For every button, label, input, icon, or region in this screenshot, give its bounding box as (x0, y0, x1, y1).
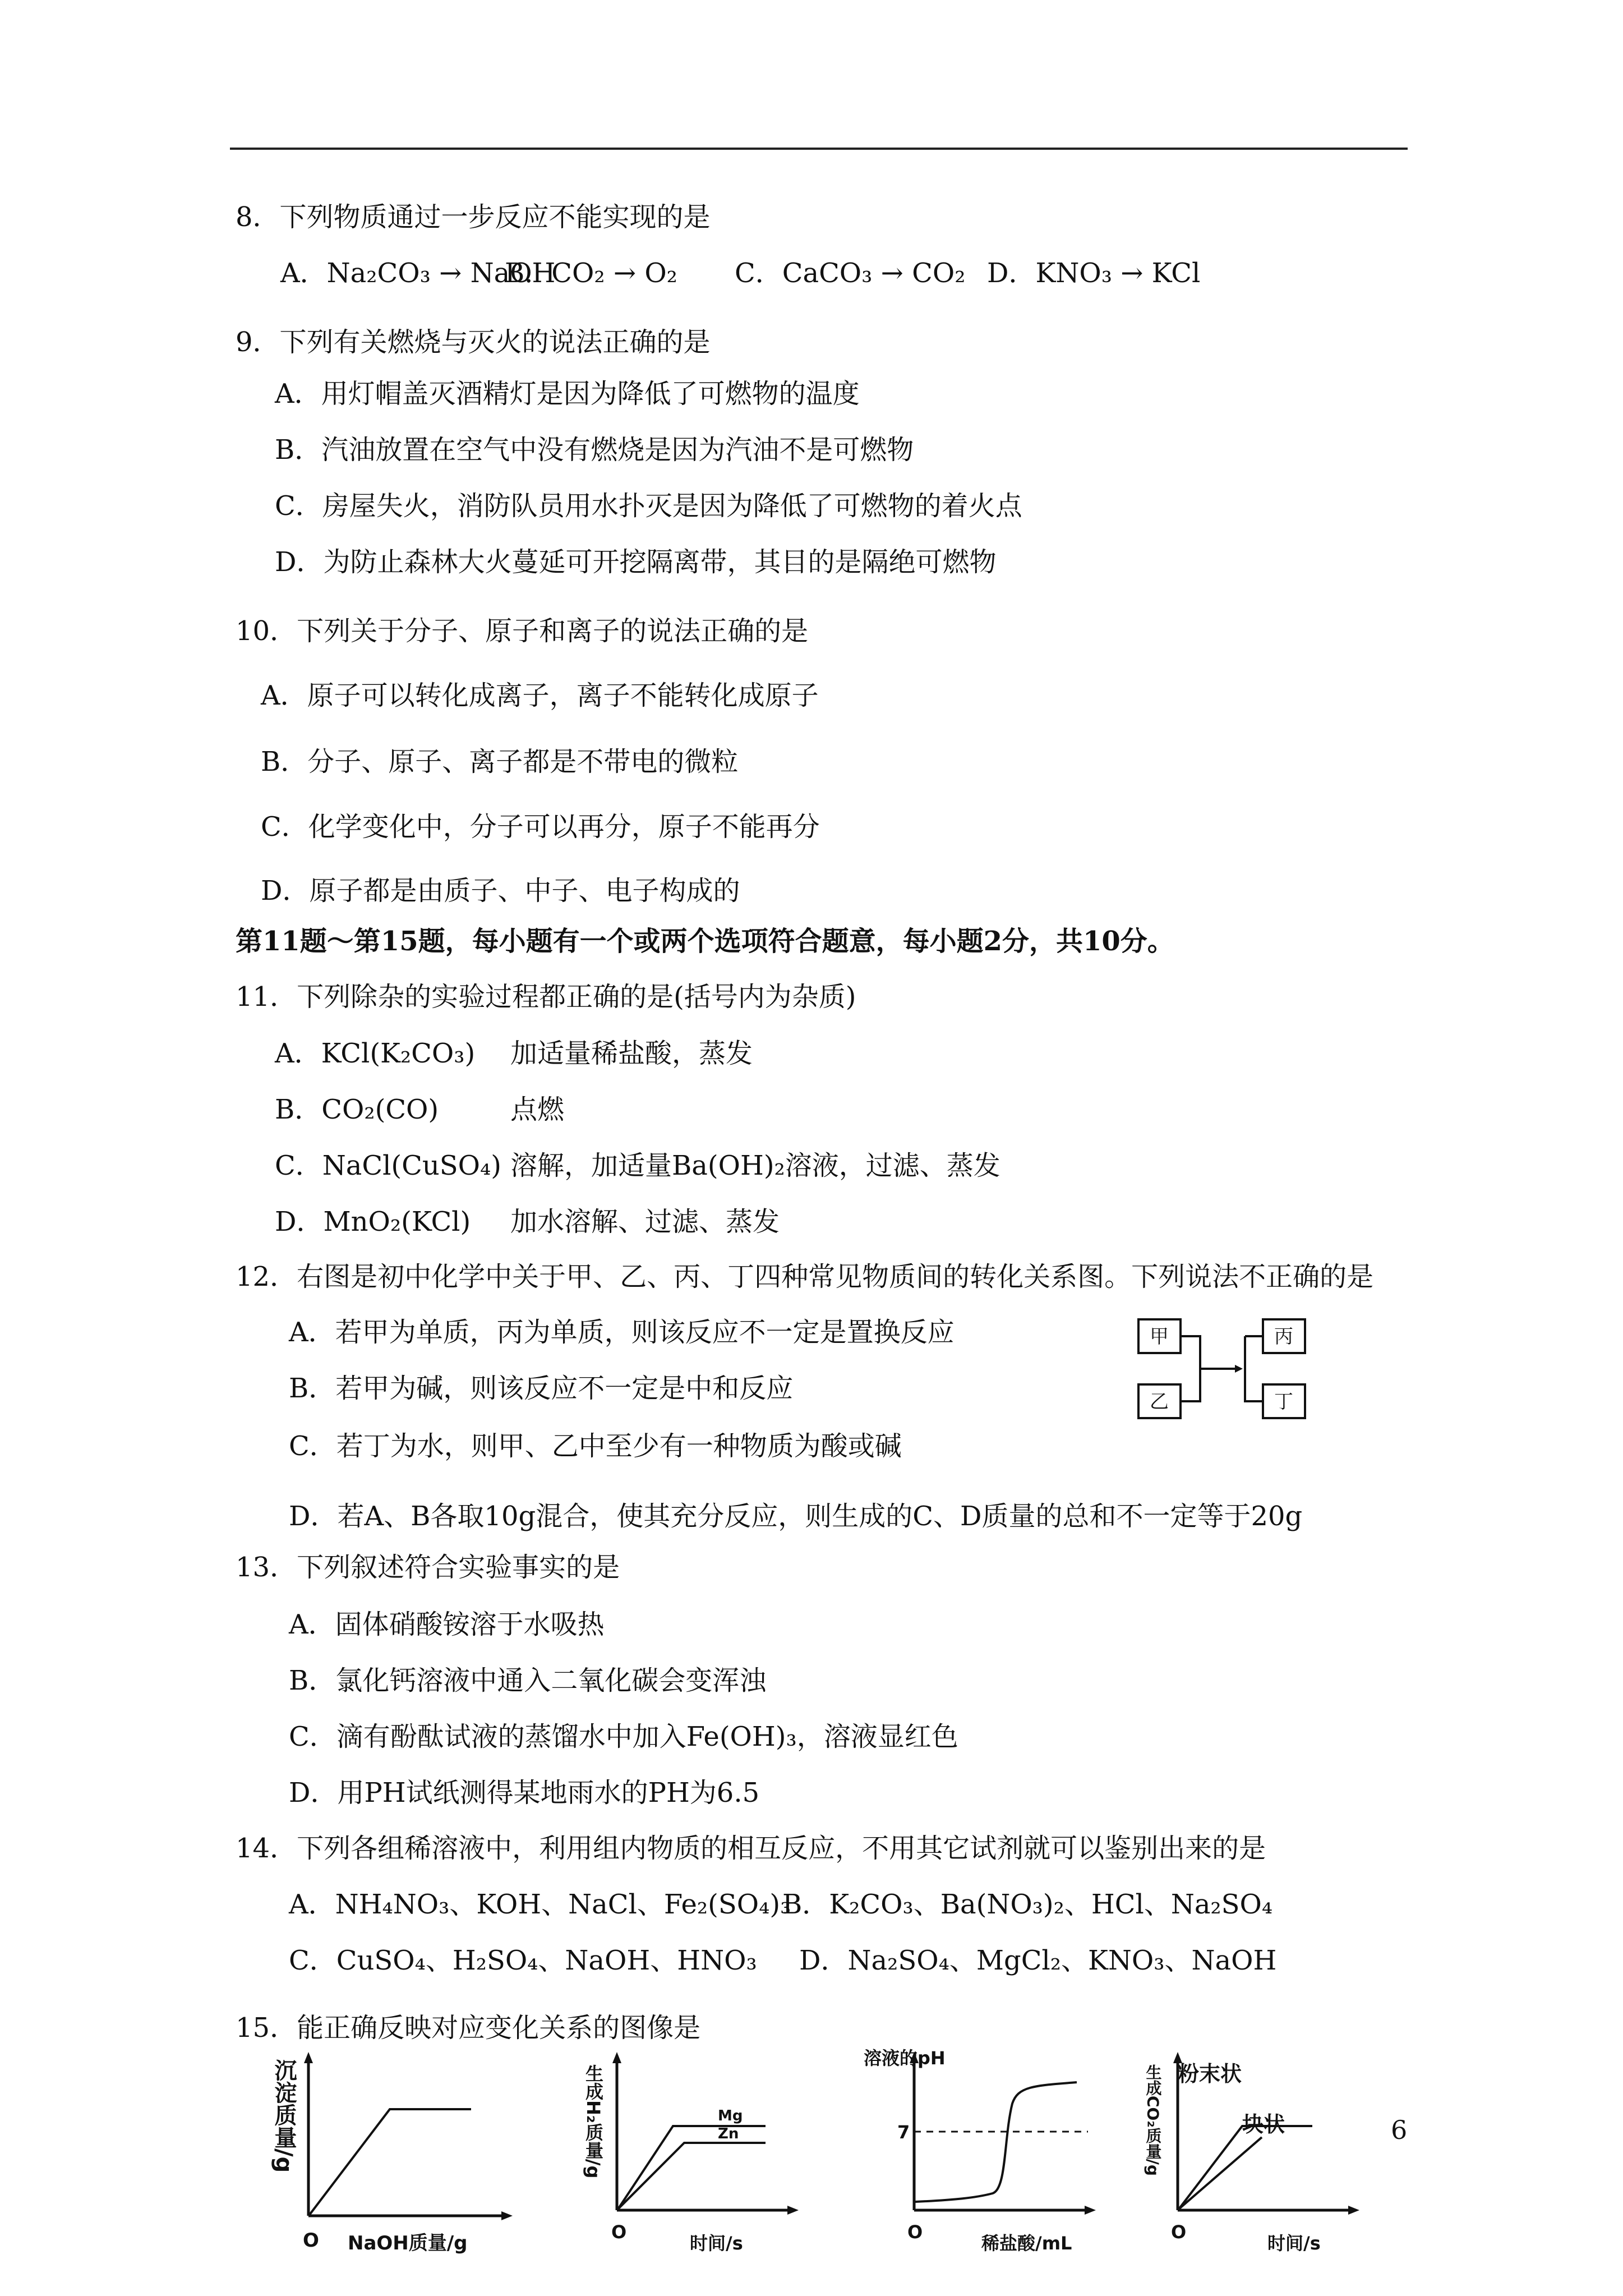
q9-option-c[interactable]: C．房屋失火，消防队员用水扑灭是因为降低了可燃物的着火点 (275, 490, 1022, 522)
diagram-ding: 丁 (1274, 1391, 1293, 1413)
q11-b-method: 点燃 (510, 1094, 565, 1125)
q11-d-method: 加水溶解、过滤、蒸发 (510, 1206, 780, 1237)
q14-row-2 (289, 1944, 1276, 1977)
graph-3-ylabel: 溶液的pH (864, 2047, 946, 2069)
q10-option-a[interactable]: A．原子可以转化成离子，离子不能转化成原子 (261, 680, 819, 711)
q12-option-a[interactable]: A．若甲为单质，丙为单质，则该反应不一定是置换反应 (289, 1317, 955, 1348)
q12-option-c[interactable]: C．若丁为水，则甲、乙中至少有一种物质为酸或碱 (289, 1430, 902, 1462)
graph-1-origin: O (303, 2229, 319, 2252)
q13-stem: 13．下列叙述符合实验事实的是 (236, 1552, 620, 1583)
diagram-yi: 乙 (1150, 1391, 1169, 1413)
q8-option-d[interactable]: D．KNO₃ → KCl (987, 257, 1201, 289)
q13-option-c[interactable]: C．滴有酚酞试液的蒸馏水中加入Fe(OH)₃，溶液显红色 (289, 1721, 958, 1752)
q11-option-a[interactable] (275, 1037, 753, 1070)
q8-stem: 8．下列物质通过一步反应不能实现的是 (236, 201, 711, 233)
q9-option-b[interactable]: B．汽油放置在空气中没有燃烧是因为汽油不是可燃物 (275, 434, 914, 466)
q9-option-a[interactable]: A．用灯帽盖灭酒精灯是因为降低了可燃物的温度 (275, 378, 860, 409)
diagram-bing: 丙 (1274, 1326, 1293, 1348)
q11-a-method: 加适量稀盐酸，蒸发 (510, 1038, 753, 1069)
q11-b-substance: B．CO₂(CO) (275, 1094, 439, 1125)
graph-4-series-lump: 块状 (1242, 2112, 1285, 2137)
q15-graph-1[interactable] (264, 2042, 522, 2266)
q15-graph-3[interactable] (852, 2042, 1105, 2266)
q14-stem: 14．下列各组稀溶液中，利用组内物质的相互反应，不用其它试剂就可以鉴别出来的是 (236, 1833, 1266, 1864)
graph-4-series-powder: 粉末状 (1178, 2062, 1242, 2086)
q8-option-c[interactable]: C．CaCO₃ → CO₂ (735, 257, 966, 289)
q11-option-c[interactable] (275, 1149, 1000, 1182)
q9-stem: 9．下列有关燃烧与灭火的说法正确的是 (236, 326, 711, 358)
q10-option-b[interactable]: B．分子、原子、离子都是不带电的微粒 (261, 746, 739, 777)
page-number: 6 (1391, 2115, 1408, 2145)
q11-d-substance: D．MnO₂(KCl) (275, 1206, 471, 1237)
q14-option-a[interactable]: A．NH₄NO₃、KOH、NaCl、Fe₂(SO₄)₃ (289, 1889, 791, 1920)
q12-option-d[interactable]: D．若A、B各取10g混合，使其充分反应，则生成的C、D质量的总和不一定等于20g (289, 1501, 1303, 1532)
graph-2-series-zn: Zn (718, 2125, 739, 2142)
q11-c-method: 溶解，加适量Ba(OH)₂溶液，过滤、蒸发 (510, 1150, 1000, 1181)
graph-2-series-mg: Mg (718, 2108, 743, 2124)
graph-3-xlabel: 稀盐酸/mL (981, 2233, 1072, 2254)
q8-option-a[interactable]: A．Na₂CO₃ → NaOH (280, 257, 556, 289)
header-rule (230, 148, 1408, 150)
q12-stem: 12．右图是初中化学中关于甲、乙、丙、丁四种常见物质间的转化关系图。下列说法不正确的是 (236, 1261, 1374, 1292)
q15-graph-2[interactable] (566, 2042, 802, 2266)
graph-4-ylabel: 生成CO₂质量/g (1144, 2064, 1163, 2176)
graph-2-xlabel: 时间/s (690, 2233, 743, 2254)
q11-option-d[interactable] (275, 1205, 780, 1239)
q10-option-d[interactable]: D．原子都是由质子、中子、电子构成的 (261, 875, 740, 907)
q9-option-d[interactable]: D．为防止森林大火蔓延可开挖隔离带，其目的是隔绝可燃物 (275, 546, 997, 578)
q8-option-b[interactable]: B．CO₂ → O₂ (505, 257, 677, 289)
graph-3-tick-7: 7 (897, 2122, 910, 2143)
q13-option-d[interactable]: D．用PH试纸测得某地雨水的PH为6.5 (289, 1777, 760, 1809)
graph-2-ylabel: 生成H₂质量/g (583, 2064, 604, 2179)
q11-a-substance: A．KCl(K₂CO₃) (275, 1038, 476, 1069)
graph-4-origin: O (1171, 2221, 1187, 2243)
graph-1-xlabel: NaOH质量/g (348, 2232, 468, 2254)
graph-4-xlabel: 时间/s (1267, 2233, 1321, 2254)
q11-stem: 11．下列除杂的实验过程都正确的是(括号内为杂质) (236, 981, 856, 1013)
graph-3-ylabel-1 (864, 2047, 946, 2069)
q12-transformation-diagram (1133, 1313, 1312, 1436)
q15-stem: 15．能正确反映对应变化关系的图像是 (236, 2012, 701, 2044)
section-instructions: 第11题～第15题，每小题有一个或两个选项符合题意，每小题2分，共10分。 (236, 926, 1174, 957)
q10-stem: 10．下列关于分子、原子和离子的说法正确的是 (236, 615, 809, 647)
graph-1-ylabel: 沉淀质量/g (271, 2059, 297, 2173)
q13-option-b[interactable]: B．氯化钙溶液中通入二氧化碳会变浑浊 (289, 1665, 767, 1696)
q12-option-b[interactable]: B．若甲为碱，则该反应不一定是中和反应 (289, 1373, 794, 1404)
q13-option-a[interactable]: A．固体硝酸铵溶于水吸热 (289, 1609, 605, 1640)
q14-row-1 (289, 1888, 1272, 1921)
diagram-jia: 甲 (1150, 1326, 1169, 1348)
graph-3-origin: O (907, 2221, 923, 2243)
q11-option-b[interactable] (275, 1093, 564, 1126)
q11-c-substance: C．NaCl(CuSO₄) (275, 1150, 501, 1181)
q14-option-d[interactable]: D．Na₂SO₄、MgCl₂、KNO₃、NaOH (799, 1945, 1277, 1976)
q14-option-b[interactable]: B．K₂CO₃、Ba(NO₃)₂、HCl、Na₂SO₄ (782, 1889, 1273, 1920)
q10-option-c[interactable]: C．化学变化中，分子可以再分，原子不能再分 (261, 811, 820, 843)
graph-2-origin: O (611, 2221, 627, 2243)
q15-graph-4[interactable] (1122, 2042, 1363, 2266)
q14-option-c[interactable]: C．CuSO₄、H₂SO₄、NaOH、HNO₃ (289, 1945, 757, 1976)
q8-options (280, 256, 1200, 290)
